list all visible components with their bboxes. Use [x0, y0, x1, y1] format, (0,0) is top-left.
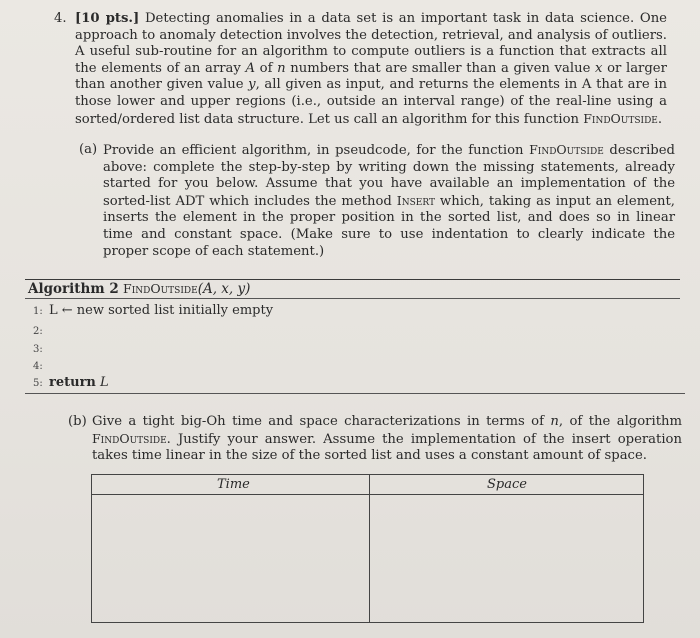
question-number: 4. — [54, 11, 67, 26]
algorithm-line: 2: — [33, 326, 43, 337]
answer-table-divider — [369, 475, 370, 622]
algorithm-title-rule — [25, 298, 680, 299]
question-points: [10 pts.] — [75, 11, 140, 26]
space-column-header: Space — [487, 477, 527, 492]
time-column-header: Time — [217, 477, 250, 492]
answer-table — [91, 474, 644, 623]
algorithm-top-rule — [25, 279, 680, 280]
algorithm-line: 5: return L — [33, 375, 109, 390]
algorithm-line: 1: L ← new sorted list initially empty — [33, 303, 274, 318]
part-b-text: (b) Give a tight big-Oh time and space characterizations in terms of n, of the algorithm FindOutside. Justify your answer. Assume the implementation of the insert operation takes time linear in the size of the sorted list and uses a constant amount of space. — [68, 414, 682, 464]
part-b-label: (b) — [68, 414, 87, 429]
algorithm-bottom-rule — [25, 393, 685, 394]
part-a-text: (a) Provide an efficient algorithm, in pseudcode, for the function FindOutside described above: complete the step-by-step by writing down the missing statements, already started for you below. Assume that you have available an implementation of the sorted-list ADT which includes the method Insert which, taking as input an element, inserts the element in the proper position in the sorted list, and does so in linear time and constant space. (Make sure to use indentation to clearly indicate the proper scope of each statement.) — [79, 142, 675, 259]
answer-table-header — [92, 475, 643, 495]
algorithm-line: 4: — [33, 361, 43, 372]
part-a-label: (a) — [79, 142, 98, 157]
algorithm-line: 3: — [33, 344, 43, 355]
space-answer-cell[interactable] — [374, 499, 640, 619]
algorithm-title: Algorithm 2 FindOutside(A, x, y) — [28, 281, 251, 297]
question-4-text: 4. [10 pts.] Detecting anomalies in a data set is an important task in data science. One approach to anomaly detection involves the detection, retrieval, and analysis of outliers. A useful sub-routine for an algorithm to compute outliers is a function that extracts all the elements of an array A of n numbers that are smaller than a given value x or larger than another given value y, all given as input, and returns the elements in A that are in those lower and upper regions (i.e., outside an interval range) of the real-line using a sorted/ordered list data structure. Let us call an algorithm for this function FindOutside. — [54, 11, 667, 127]
function-name: FindOutside — [583, 110, 658, 126]
time-answer-cell[interactable] — [96, 499, 364, 619]
